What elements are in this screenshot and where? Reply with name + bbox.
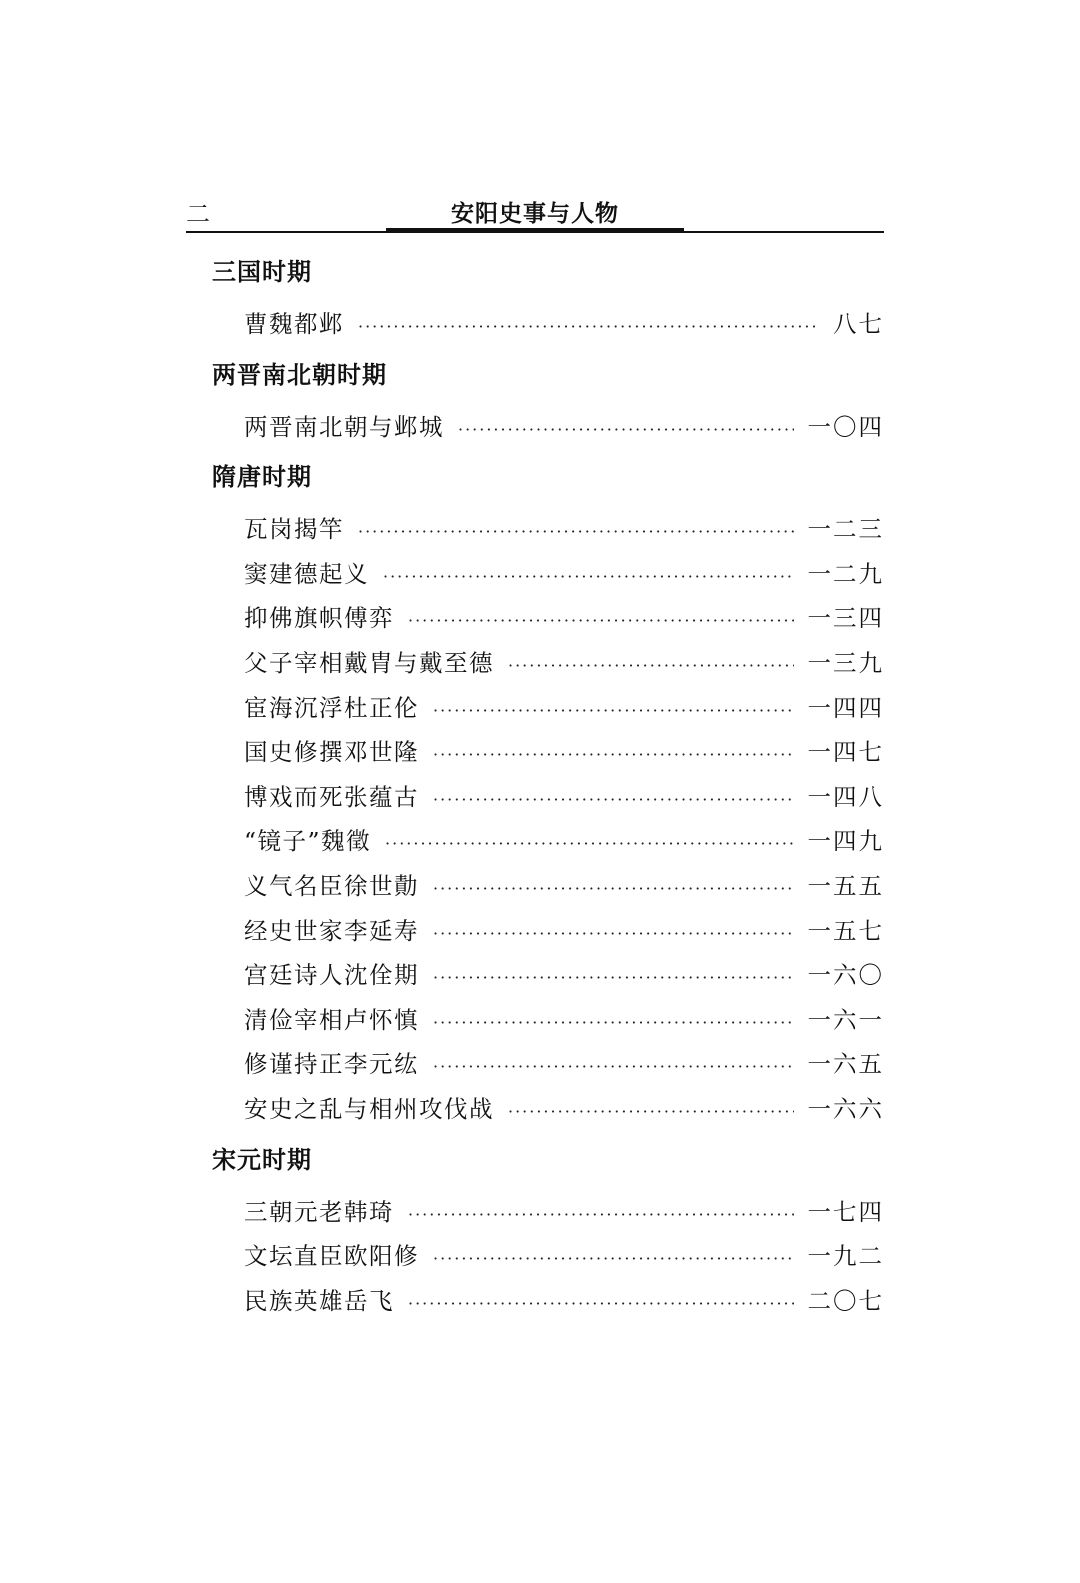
toc-section [186, 250, 884, 347]
entry-title: 文坛直臣欧阳修 [244, 1242, 419, 1271]
toc-entry[interactable] [186, 596, 884, 641]
dot-leader [458, 408, 794, 453]
toc-entry[interactable] [186, 552, 884, 597]
toc-entry[interactable] [186, 730, 884, 775]
dot-leader [358, 305, 819, 350]
entry-page-number: 一四八 [807, 782, 884, 811]
entry-page-number: 一二三 [807, 515, 884, 544]
entry-page-number: 一六〇 [807, 961, 884, 990]
entry-title: 博戏而死张蕴古 [244, 782, 419, 811]
toc-entry[interactable] [186, 909, 884, 954]
entry-page-number: 一三四 [807, 604, 884, 633]
toc-entry[interactable] [186, 405, 884, 450]
entry-title: 义气名臣徐世勣 [244, 871, 419, 900]
entry-title: 宦海沉浮杜正伦 [244, 693, 419, 722]
dot-leader [508, 1090, 794, 1135]
toc-entry[interactable] [186, 1234, 884, 1279]
section-title: 隋唐时期 [212, 462, 312, 492]
toc-entry[interactable] [186, 1190, 884, 1235]
entry-title: “镜子”魏徵 [244, 827, 372, 856]
entry-page-number: 一四九 [807, 827, 884, 856]
entry-page-number: 一五七 [807, 916, 884, 945]
dot-leader [433, 1001, 794, 1046]
dot-leader [433, 689, 794, 734]
entry-title: 经史世家李延寿 [244, 916, 419, 945]
entry-title: 曹魏都邺 [244, 310, 344, 338]
entry-title: 两晋南北朝与邺城 [244, 412, 444, 441]
running-title: 安阳史事与人物 [451, 200, 619, 227]
dot-leader [433, 912, 794, 957]
section-title: 三国时期 [212, 257, 312, 286]
dot-leader [408, 1282, 794, 1327]
toc-section [186, 455, 884, 1131]
toc-entry[interactable] [186, 641, 884, 686]
toc-entry[interactable] [186, 775, 884, 820]
toc-entry[interactable] [186, 1279, 884, 1324]
entry-title: 窦建德起义 [244, 559, 369, 588]
entry-page-number: 一六六 [807, 1094, 884, 1123]
toc-entry[interactable] [186, 864, 884, 909]
table-of-contents [186, 250, 884, 1323]
dot-leader [433, 867, 794, 912]
toc-entry[interactable] [186, 302, 884, 347]
entry-page-number: 二〇七 [807, 1286, 884, 1315]
toc-entry[interactable] [186, 998, 884, 1043]
entry-page-number: 一五五 [807, 871, 884, 900]
toc-entry[interactable] [186, 686, 884, 731]
dot-leader [433, 1237, 794, 1282]
toc-entry[interactable] [186, 819, 884, 864]
entry-page-number: 一三九 [807, 648, 884, 677]
entry-page-number: 一四七 [807, 738, 884, 767]
entry-page-number: 一二九 [807, 559, 884, 588]
entry-page-number: 一六一 [807, 1005, 884, 1034]
entry-title: 宫廷诗人沈佺期 [244, 961, 419, 990]
entry-title: 民族英雄岳飞 [244, 1286, 394, 1315]
dot-leader [358, 510, 794, 555]
dot-leader [433, 733, 794, 778]
page-number: 二 [186, 200, 210, 228]
header-rule-accent [386, 228, 684, 232]
dot-leader [408, 1193, 794, 1238]
entry-title: 修谨持正李元纮 [244, 1050, 419, 1079]
toc-section [186, 1138, 884, 1324]
dot-leader [385, 822, 793, 867]
entry-page-number: 一〇四 [807, 412, 884, 441]
entry-title: 抑佛旗帜傅弈 [244, 604, 394, 633]
section-title: 宋元时期 [212, 1144, 312, 1174]
entry-title: 国史修撰邓世隆 [244, 738, 419, 767]
toc-entry[interactable] [186, 507, 884, 552]
entry-title: 清俭宰相卢怀慎 [244, 1005, 419, 1034]
dot-leader [433, 956, 794, 1001]
entry-title: 三朝元老韩琦 [244, 1197, 394, 1226]
dot-leader [433, 778, 794, 823]
dot-leader [508, 644, 794, 689]
page-header [186, 198, 884, 234]
dot-leader [383, 555, 794, 600]
toc-entry[interactable] [186, 1087, 884, 1132]
entry-page-number: 八七 [833, 310, 884, 338]
entry-page-number: 一七四 [807, 1197, 884, 1226]
toc-entry[interactable] [186, 1042, 884, 1087]
entry-title: 瓦岗揭竿 [244, 515, 344, 544]
dot-leader [408, 599, 794, 644]
entry-page-number: 一九二 [807, 1242, 884, 1271]
entry-page-number: 一六五 [807, 1050, 884, 1079]
toc-entry[interactable] [186, 953, 884, 998]
toc-section [186, 353, 884, 450]
entry-title: 父子宰相戴胄与戴至德 [244, 648, 494, 677]
dot-leader [433, 1045, 794, 1090]
entry-page-number: 一四四 [807, 693, 884, 722]
section-title: 两晋南北朝时期 [212, 359, 387, 389]
entry-title: 安史之乱与相州攻伐战 [244, 1094, 494, 1123]
